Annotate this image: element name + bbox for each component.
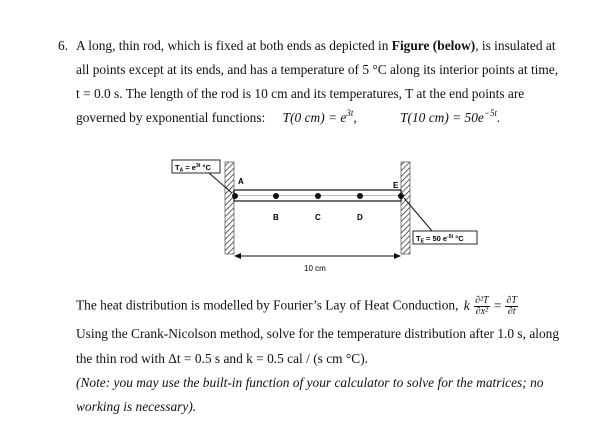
question-line-3: t = 0.0 s. The length of the rod is 10 cm and its temperatures, T at the end points are (76, 86, 525, 101)
node-a (232, 193, 238, 199)
label-b: B (273, 213, 279, 222)
question-number: 6. (58, 38, 69, 53)
right-wall (401, 162, 410, 254)
length-arrow-right (394, 253, 401, 259)
node-e (398, 193, 404, 199)
left-temp-label: $T_A = e^{3t}$ °C (175, 163, 211, 174)
heat-line (76, 296, 518, 317)
left-wall (225, 162, 234, 254)
label-a: A (238, 177, 244, 186)
heat-equation: k $\frac{\text{∂²T}}{\text{∂x²}}$ = $\frac{\partial T}{\partial t}$ (463, 295, 517, 317)
length-label: 10 cm (304, 264, 326, 273)
question-line-4-text: governed by exponential functions: (76, 110, 266, 125)
right-temp-label: $T_E = 50$ $e^{-5t}$ °C (416, 234, 464, 245)
note-line-1: (Note: you may use the built-in function of your calculator to solve for the matrices; no (76, 375, 544, 390)
label-d: D (357, 213, 363, 222)
parameters-line: the thin rod with Δt = 0.5 s and k = 0.5 cal / (s cm °C). (76, 351, 369, 366)
node-d (357, 193, 363, 199)
boundary-left: T(0 $cm) = e^{3t}$, (282, 108, 357, 125)
heat-line-text: The heat distribution is modelled by Fourier’s Lay of Heat Conduction, (76, 297, 459, 313)
crank-nicolson-line: Using the Crank-Nicolson method, solve for the temperature distribution after 1.0 s, along (76, 326, 560, 341)
boundary-right: T(10 $cm) = 50e^{-5t}$. (400, 108, 501, 125)
label-e: E (393, 181, 399, 190)
label-c: C (315, 213, 321, 222)
figure-reference: Figure (below) (391, 38, 476, 53)
note-line-2: working is necessary). (76, 399, 197, 414)
node-c (315, 193, 321, 199)
node-b (273, 193, 279, 199)
question-line-1-text: A long, thin rod, which is fixed at both ends as depicted in (76, 38, 389, 53)
question-line-1-tail: , is insulated at (475, 38, 556, 53)
question-line-2: all points except at its ends, and has a temperature of 5 °C along its interior points at time, (76, 62, 559, 77)
length-arrow-left (234, 253, 241, 259)
